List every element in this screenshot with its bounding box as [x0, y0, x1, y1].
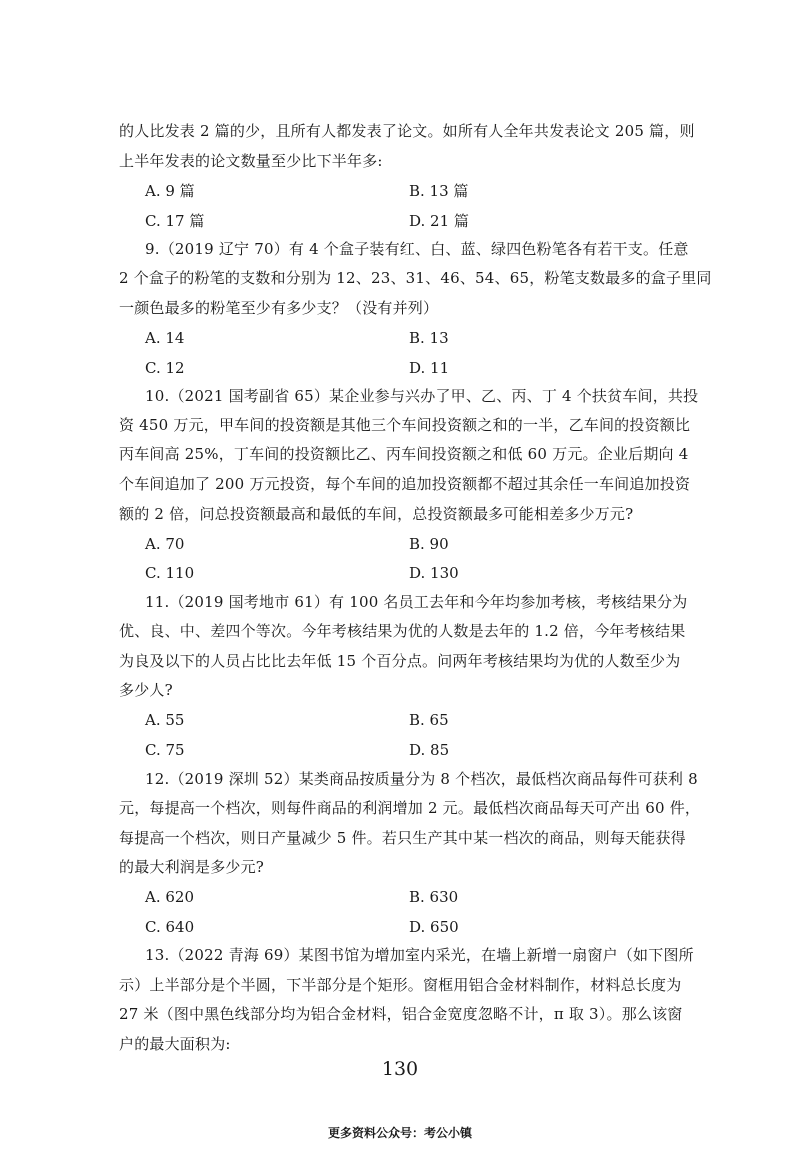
- q13-line-3: 27 米（图中黑色线部分均为铝合金材料，铝合金宽度忽略不计，π 取 3）。那么该窗: [119, 1005, 683, 1023]
- q10-option-b: B. 90: [409, 535, 449, 553]
- footer-note: 更多资料公众号：考公小镇: [327, 1126, 472, 1140]
- q12-line-2: 元，每提高一个档次，则每件商品的利润增加 2 元。最低档次商品每天可产出 60 件，: [119, 799, 701, 817]
- q12-option-c: C. 640: [145, 918, 195, 936]
- q11-line-3: 为良及以下的人员占比比去年低 15 个百分点。问两年考核结果均为优的人数至少为: [119, 652, 681, 670]
- q10-line-3: 丙车间高 25%，丁车间的投资额比乙、丙车间投资额之和低 60 万元。企业后期向 4: [119, 445, 689, 463]
- q10-option-d: D. 130: [409, 564, 459, 582]
- q12-line-3: 每提高一个档次，则日产量减少 5 件。若只生产其中某一档次的商品，则每天能获得: [119, 829, 686, 847]
- q11-option-d: D. 85: [409, 741, 450, 759]
- intro-line-1: 的人比发表 2 篇的少，且所有人都发表了论文。如所有人全年共发表论文 205 篇，则: [119, 122, 695, 140]
- q9-option-d: D. 11: [409, 359, 450, 377]
- q10-option-a: A. 70: [145, 535, 185, 553]
- q9-option-a: A. 14: [145, 329, 185, 347]
- q12-option-d: D. 650: [409, 918, 459, 936]
- q12-option-b: B. 630: [409, 888, 459, 906]
- q13-line-4: 户的最大面积为:: [119, 1035, 231, 1053]
- intro-option-b: B. 13 篇: [409, 182, 469, 200]
- q13-line-2: 示）上半部分是个半圆，下半部分是个矩形。窗框用铝合金材料制作，材料总长度为: [119, 976, 682, 994]
- q12-line-4: 的最大利润是多少元?: [119, 858, 265, 876]
- q13-line-1: 13.（2022 青海 69）某图书馆为增加室内采光，在墙上新增一扇窗户（如下图所: [145, 946, 694, 964]
- q9-option-b: B. 13: [409, 329, 449, 347]
- q11-option-a: A. 55: [145, 711, 185, 729]
- q11-option-b: B. 65: [409, 711, 449, 729]
- intro-line-2: 上半年发表的论文数量至少比下半年多:: [119, 152, 383, 170]
- intro-option-a: A. 9 篇: [145, 182, 195, 200]
- intro-option-c: C. 17 篇: [145, 212, 205, 230]
- q10-line-5: 额的 2 倍，问总投资额最高和最低的车间，总投资额最多可能相差多少万元?: [119, 505, 634, 523]
- q9-line-1: 9.（2019 辽宁 70）有 4 个盒子装有红、白、蓝、绿四色粉笔各有若干支。任意: [145, 240, 689, 258]
- q10-option-c: C. 110: [145, 564, 195, 582]
- q10-line-2: 资 450 万元，甲车间的投资额是其他三个车间投资额之和的一半，乙车间的投资额比: [119, 416, 691, 434]
- q9-option-c: C. 12: [145, 359, 185, 377]
- q10-line-1: 10.（2021 国考副省 65）某企业参与兴办了甲、乙、丙、丁 4 个扶贫车间，共投: [145, 387, 699, 405]
- q9-line-3: 一颜色最多的粉笔至少有多少支？（没有并列）: [119, 299, 439, 317]
- q10-line-4: 个车间追加了 200 万元投资，每个车间的追加投资额都不超过其余任一车间追加投资: [119, 475, 691, 493]
- intro-option-d: D. 21 篇: [409, 212, 469, 230]
- q12-line-1: 12.（2019 深圳 52）某类商品按质量分为 8 个档次，最低档次商品每件可获利 8: [145, 770, 698, 788]
- page-number: 130: [381, 1058, 419, 1080]
- q9-line-2: 2 个盒子的粉笔的支数和分别为 12、23、31、46、54、65，粉笔支数最多的盒子里同: [119, 269, 712, 287]
- q11-option-c: C. 75: [145, 741, 185, 759]
- q11-line-4: 多少人?: [119, 681, 173, 699]
- q11-line-1: 11.（2019 国考地市 61）有 100 名员工去年和今年均参加考核，考核结果分为: [145, 593, 688, 611]
- q12-option-a: A. 620: [145, 888, 194, 906]
- q11-line-2: 优、良、中、差四个等次。今年考核结果为优的人数是去年的 1.2 倍，今年考核结果: [119, 622, 686, 640]
